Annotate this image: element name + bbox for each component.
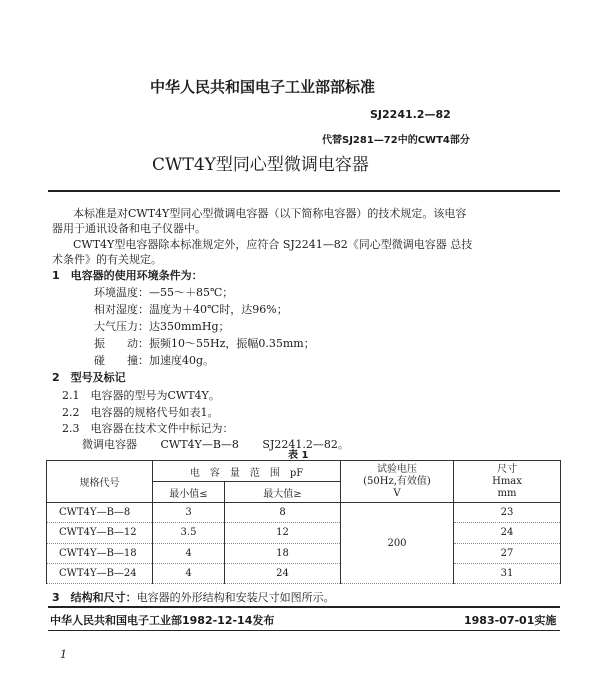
- capacitor-spec-table: [46, 460, 561, 584]
- section-3-text: 电容器的外形结构和安装尺寸如图所示。: [136, 591, 335, 604]
- voltage-line-2: (50Hz,有效值): [363, 475, 431, 487]
- standard-authority-title: 中华人民共和国电子工业部部标准: [150, 78, 376, 96]
- section-2-2: 2.2 电容器的规格代号如表1。: [62, 406, 219, 419]
- intro-paragraph-1-line-2: 器用于通讯设备和电子仪器中。: [52, 222, 206, 235]
- size-line-2: Hmax: [492, 475, 522, 487]
- env-item-pressure: [94, 319, 230, 334]
- footer-divider-top: [48, 606, 560, 608]
- header-min: 最小值≤: [153, 482, 225, 503]
- cell-size: 23: [454, 503, 561, 523]
- table-1-caption: 表 1: [288, 450, 309, 461]
- section-2-1: 2.1 电容器的型号为CWT4Y。: [62, 389, 220, 402]
- effective-date: 1983-07-01实施: [464, 614, 557, 627]
- voltage-line-1: 试验电压: [377, 463, 417, 475]
- cell-size: 31: [454, 563, 561, 583]
- env-item-bump: [94, 353, 214, 368]
- section-2-3: 2.3 电容器在技术文件中标记为：: [62, 422, 234, 435]
- cell-max: 8: [225, 503, 341, 523]
- table-row: [47, 523, 561, 543]
- cell-test-voltage: 200: [341, 503, 454, 584]
- footer-divider-bottom: [48, 630, 560, 631]
- intro-paragraph-2-line-1: CWT4Y型电容器除本标准规定外，应符合 SJ2241—82《同心型微调电容器 总技: [73, 238, 473, 251]
- section-3: [52, 590, 335, 605]
- env-item-temperature: [94, 285, 233, 300]
- env-value: 振频10～55Hz，振幅0.35mm；: [149, 337, 315, 350]
- env-label: 相对湿度：: [94, 303, 149, 316]
- env-label: 振 动：: [94, 337, 149, 350]
- header-capacitance-range: 电 容 量 范 围 pF: [153, 461, 341, 482]
- marking-model: CWT4Y—B—8: [160, 438, 239, 451]
- header-size: [454, 461, 561, 503]
- cell-max: 24: [225, 563, 341, 583]
- page-number: 1: [60, 648, 67, 661]
- env-label: 环境温度：: [94, 286, 149, 299]
- section-1-heading: 1 电容器的使用环境条件为：: [52, 269, 203, 282]
- cell-max: 12: [225, 523, 341, 543]
- env-value: 温度为＋40℃时，达96%；: [149, 303, 288, 316]
- env-value: —55～＋85℃；: [149, 286, 234, 299]
- cell-min: 4: [153, 543, 225, 563]
- env-value: 加速度40g。: [149, 354, 215, 367]
- marking-standard: SJ2241.2—82。: [262, 438, 349, 451]
- cell-max: 18: [225, 543, 341, 563]
- env-value: 达350mmHg；: [149, 320, 230, 333]
- cell-size: 27: [454, 543, 561, 563]
- env-item-humidity: [94, 302, 288, 317]
- replaces-note: 代替SJ281—72中的CWT4部分: [322, 135, 470, 146]
- header-max: 最大值≥: [225, 482, 341, 503]
- cell-min: 3: [153, 503, 225, 523]
- env-item-vibration: [94, 336, 315, 351]
- size-line-1: 尺寸: [497, 463, 517, 475]
- cell-code: CWT4Y—B—18: [47, 543, 153, 563]
- table-row: [47, 543, 561, 563]
- env-label: 碰 撞：: [94, 354, 149, 367]
- table-row: [47, 563, 561, 583]
- section-3-heading: 3 结构和尺寸：: [52, 591, 137, 604]
- intro-paragraph-1-line-1: 本标准是对CWT4Y型同心型微调电容器（以下简称电容器）的技术规定。该电容: [73, 207, 467, 220]
- header-test-voltage: [341, 461, 454, 503]
- cell-min: 3.5: [153, 523, 225, 543]
- size-line-3: mm: [497, 487, 517, 499]
- marking-name: 微调电容器: [82, 438, 137, 451]
- voltage-line-3: V: [393, 487, 401, 499]
- cell-code: CWT4Y—B—24: [47, 563, 153, 583]
- cell-code: CWT4Y—B—8: [47, 503, 153, 523]
- document-title: CWT4Y型同心型微调电容器: [152, 155, 369, 175]
- standard-number: SJ2241.2—82: [370, 108, 451, 121]
- cell-min: 4: [153, 563, 225, 583]
- cell-code: CWT4Y—B—12: [47, 523, 153, 543]
- cell-size: 24: [454, 523, 561, 543]
- intro-paragraph-2-line-2: 术条件》的有关规定。: [52, 253, 162, 266]
- table-row: [47, 503, 561, 523]
- section-2-heading: 2 型号及标记: [52, 371, 126, 384]
- marking-example: [82, 437, 349, 452]
- env-label: 大气压力：: [94, 320, 149, 333]
- issued-by: 中华人民共和国电子工业部1982-12-14发布: [50, 614, 275, 627]
- top-divider: [48, 190, 560, 192]
- header-spec-code: 规格代号: [47, 461, 153, 503]
